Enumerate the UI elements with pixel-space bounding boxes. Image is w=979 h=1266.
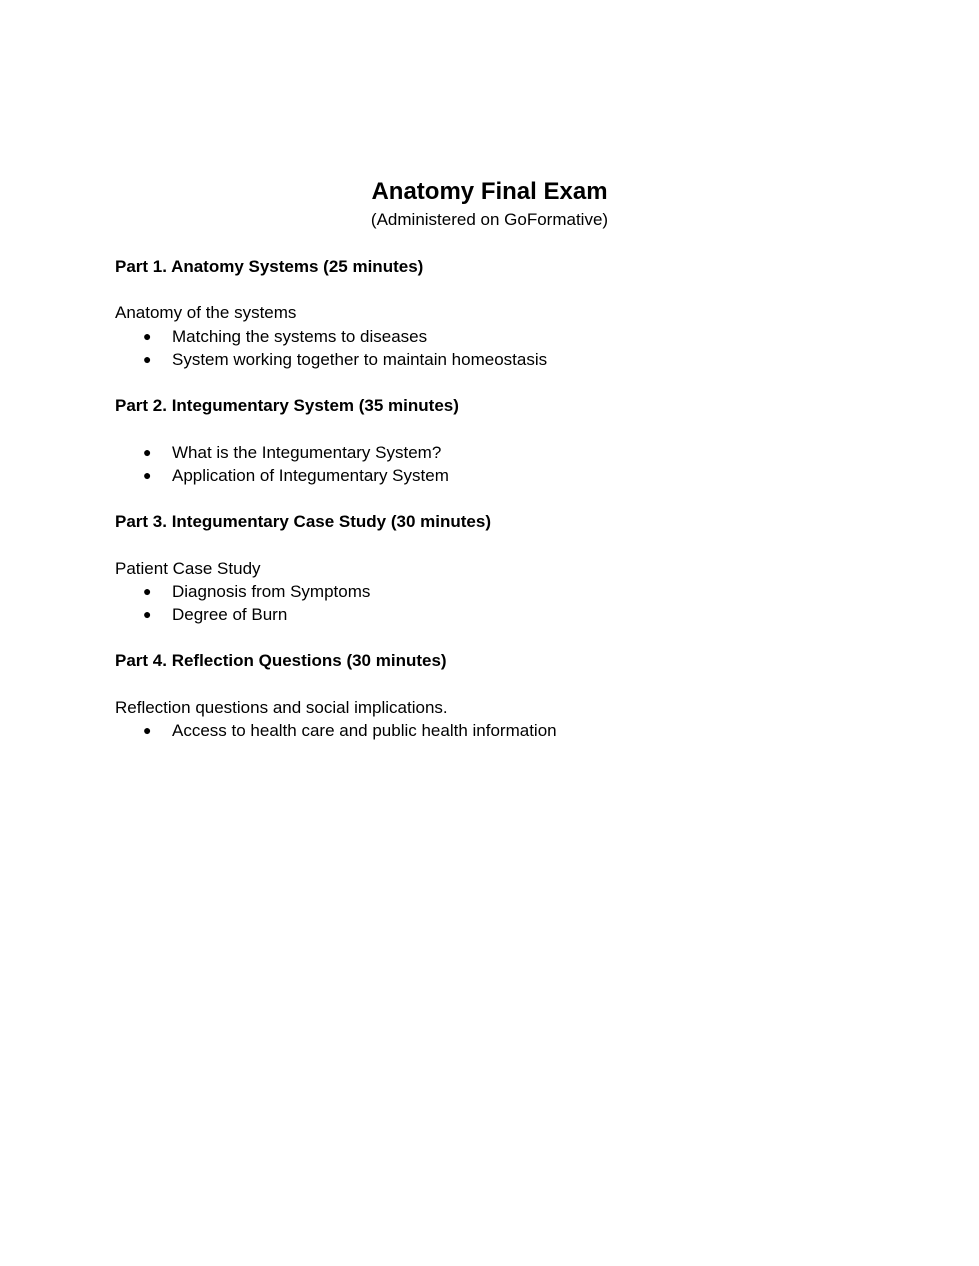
list-item-text: What is the Integumentary System? [172, 443, 442, 462]
bullet-icon: ● [143, 583, 152, 599]
list-item-text: Matching the systems to diseases [172, 327, 428, 346]
part-3-intro: Patient Case Study [115, 559, 261, 578]
list-item-text: Diagnosis from Symptoms [172, 582, 371, 601]
part-1-intro: Anatomy of the systems [115, 303, 297, 322]
bullet-icon: ● [143, 444, 152, 460]
part-3-heading: Part 3. Integumentary Case Study (30 minutes) [115, 512, 491, 531]
part-4-heading: Part 4. Reflection Questions (30 minutes) [115, 651, 447, 670]
bullet-icon: ● [143, 328, 152, 344]
bullet-icon: ● [143, 351, 152, 367]
list-item-text: Application of Integumentary System [172, 466, 449, 485]
bullet-icon: ● [143, 722, 152, 738]
part-1-heading: Part 1. Anatomy Systems (25 minutes) [115, 257, 424, 276]
part-2-heading: Part 2. Integumentary System (35 minutes) [115, 396, 459, 415]
page-title: Anatomy Final Exam [371, 178, 608, 205]
list-item-text: System working together to maintain homeostasis [172, 350, 548, 369]
list-item-text: Access to health care and public health information [172, 721, 557, 740]
page-subtitle: (Administered on GoFormative) [370, 210, 609, 229]
list-item-text: Degree of Burn [172, 605, 288, 624]
bullet-icon: ● [143, 467, 152, 483]
bullet-icon: ● [143, 606, 152, 622]
part-4-intro: Reflection questions and social implications. [115, 698, 448, 717]
